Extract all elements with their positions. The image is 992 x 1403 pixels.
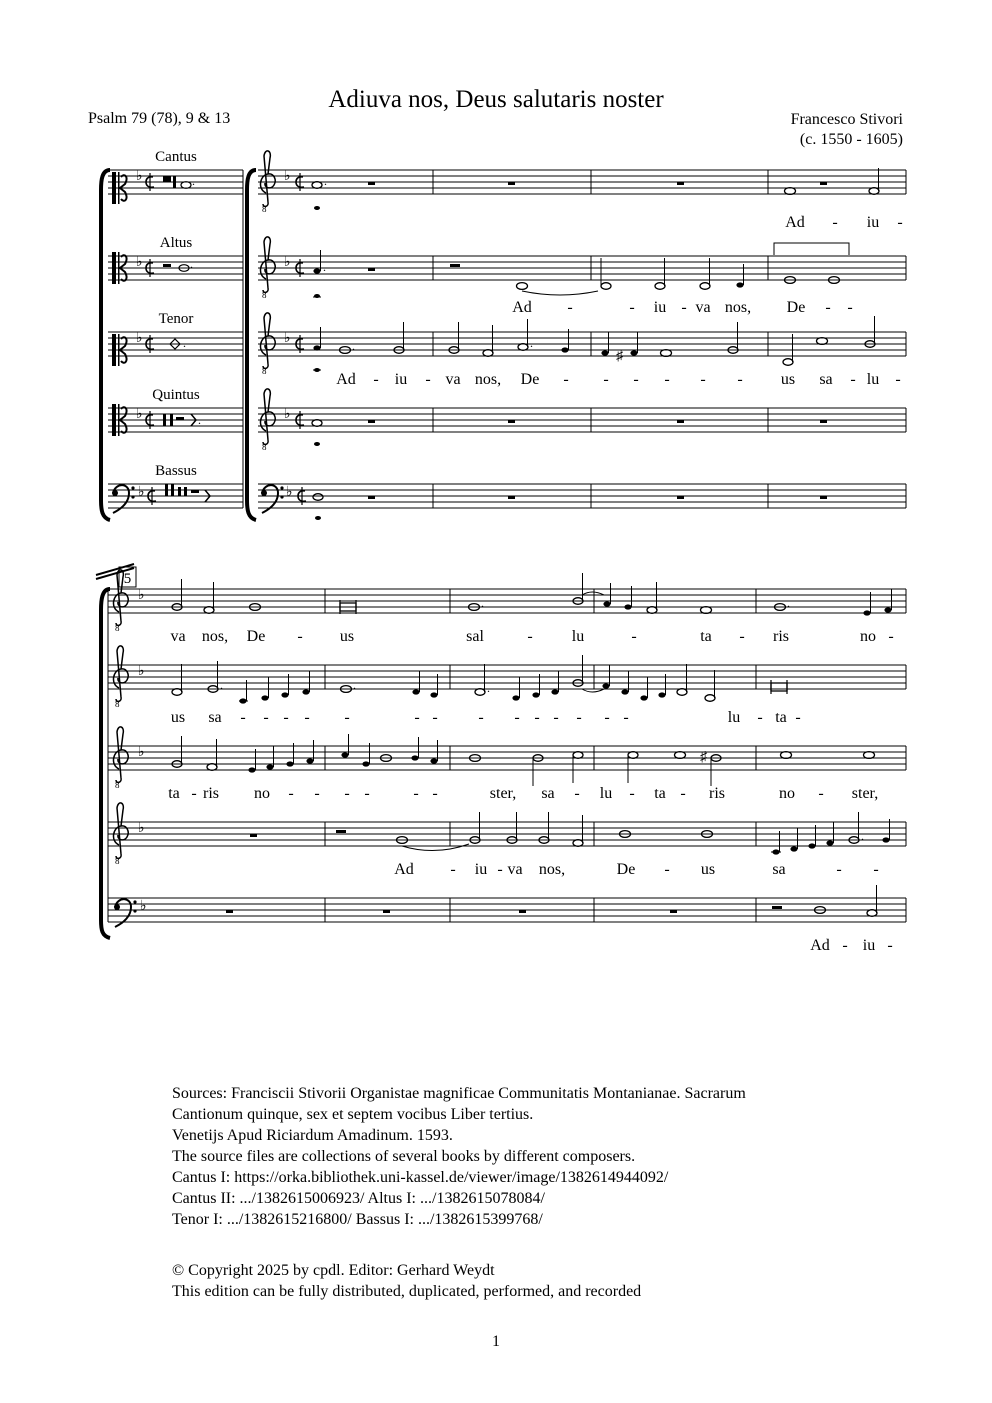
svg-text:♭: ♭ xyxy=(286,485,293,500)
lyric-syllable: ta xyxy=(700,628,712,645)
composer-dates: (c. 1550 - 1605) xyxy=(799,131,903,148)
svg-text:♭: ♭ xyxy=(284,331,291,346)
voice-name-cantus: Cantus xyxy=(155,149,197,165)
notes-cantus-s2 xyxy=(172,573,892,616)
lyric-syllable: - xyxy=(757,709,763,726)
svg-text:.: . xyxy=(183,336,186,350)
lyric-syllable: - xyxy=(664,371,670,388)
lyric-syllable: - xyxy=(514,709,520,726)
sources-line: Venetijs Apud Riciardum Amadinum. 1593. xyxy=(172,1127,453,1144)
sources-line: The source files are collections of several books by different composers. xyxy=(172,1148,636,1165)
lyric-syllable: De xyxy=(616,861,636,878)
lyrics-cantus-s1 xyxy=(785,214,902,231)
lyric-syllable: - xyxy=(534,709,540,726)
lyrics-cantus-s2 xyxy=(170,628,893,645)
lyric-syllable: - xyxy=(842,937,848,954)
lyric-syllable: va xyxy=(445,371,461,388)
notes-altus-s2 xyxy=(172,655,787,704)
sources-block xyxy=(172,1083,746,1230)
lyric-syllable: us xyxy=(780,371,796,388)
svg-text:♭: ♭ xyxy=(136,255,143,270)
lyric-syllable: - xyxy=(887,937,893,954)
lyric-syllable: ris xyxy=(203,785,219,802)
lyric-syllable: - xyxy=(795,709,801,726)
lyric-syllable: De xyxy=(786,299,806,316)
svg-text:♭: ♭ xyxy=(138,745,145,760)
system-2 xyxy=(96,564,906,954)
lyric-syllable: ris xyxy=(709,785,725,802)
lyric-syllable: nos, xyxy=(201,628,229,645)
lyric-syllable: nos, xyxy=(474,371,502,388)
svg-text:.: . xyxy=(324,174,327,188)
lyric-syllable: - xyxy=(847,299,853,316)
composer-name: Francesco Stivori xyxy=(790,111,903,128)
svg-text:♭: ♭ xyxy=(136,407,143,422)
svg-text:.: . xyxy=(787,596,790,610)
lyric-syllable: nos, xyxy=(538,861,566,878)
lyric-syllable: - xyxy=(288,785,294,802)
svg-text:.: . xyxy=(487,681,490,695)
lyric-syllable: - xyxy=(497,861,503,878)
notes-bassus-s1 xyxy=(313,494,827,520)
incipit-bracket xyxy=(101,170,110,520)
lyric-syllable: - xyxy=(364,785,370,802)
lyric-syllable: - xyxy=(344,709,350,726)
lyric-syllable: - xyxy=(700,371,706,388)
notes-altus-s1 xyxy=(313,243,849,298)
lyric-syllable: sa xyxy=(541,785,555,802)
sources-line: Sources: Franciscii Stivorii Organistae magnificae Communitatis Montanianae. Sacrarum xyxy=(172,1085,746,1102)
lyric-syllable: ta xyxy=(654,785,666,802)
lyric-syllable: - xyxy=(604,709,610,726)
svg-text:♭: ♭ xyxy=(136,331,143,346)
lyric-syllable: iu xyxy=(653,299,667,316)
lyric-syllable: - xyxy=(283,709,289,726)
notes-quintus-s2 xyxy=(250,812,890,855)
lyric-syllable: sa xyxy=(772,861,786,878)
lyric-syllable: ster, xyxy=(489,785,517,802)
lyric-syllable: Ad xyxy=(394,861,414,878)
lyric-syllable: va xyxy=(507,861,523,878)
license-line: This edition can be fully distributed, duplicated, performed, and recorded xyxy=(172,1283,642,1300)
svg-text:♭: ♭ xyxy=(140,899,147,914)
s2-bassus-clef xyxy=(114,899,147,927)
lyrics-tenor-s2 xyxy=(168,785,878,802)
svg-text:.: . xyxy=(323,260,326,274)
voice-name-quintus: Quintus xyxy=(152,387,200,403)
lyric-syllable: - xyxy=(680,785,686,802)
copyright-line: © Copyright 2025 by cpdl. Editor: Gerhard Weydt xyxy=(172,1262,495,1279)
lyric-syllable: sa xyxy=(819,371,833,388)
lyric-syllable: - xyxy=(263,709,269,726)
lyric-syllable: - xyxy=(631,628,637,645)
lyric-syllable: - xyxy=(825,299,831,316)
lyric-syllable: Ad xyxy=(810,937,830,954)
lyric-syllable: us xyxy=(170,709,186,726)
lyric-syllable: - xyxy=(818,785,824,802)
lyric-syllable: nos, xyxy=(724,299,752,316)
lyric-syllable: - xyxy=(737,371,743,388)
lyric-syllable: sal xyxy=(466,628,484,645)
svg-text:♭: ♭ xyxy=(138,821,145,836)
lyric-syllable: - xyxy=(432,709,438,726)
lyric-syllable: - xyxy=(304,709,310,726)
lyric-syllable: - xyxy=(850,371,856,388)
lyric-syllable: - xyxy=(527,628,533,645)
lyric-syllable: lu xyxy=(599,785,613,802)
lyric-syllable: - xyxy=(873,861,879,878)
lyric-syllable: De xyxy=(520,371,540,388)
svg-text:♭: ♭ xyxy=(138,664,145,679)
svg-text:.: . xyxy=(220,678,223,692)
lyric-syllable: - xyxy=(413,785,419,802)
lyric-syllable: Ad xyxy=(785,214,805,231)
lyric-syllable: - xyxy=(414,709,420,726)
lyric-syllable: - xyxy=(897,214,903,231)
lyric-syllable: - xyxy=(478,709,484,726)
incipit-cantus xyxy=(112,169,195,204)
piece-title: Adiuva nos, Deus salutaris noster xyxy=(328,86,664,113)
sources-line: Cantus II: .../1382615006923/ Altus I: .../1382615078084/ xyxy=(172,1190,545,1207)
copyright-block xyxy=(172,1260,641,1302)
lyric-syllable: ris xyxy=(773,628,789,645)
notes-cantus-s1 xyxy=(312,168,879,210)
lyric-syllable: lu xyxy=(866,371,880,388)
lyric-syllable: iu xyxy=(474,861,488,878)
svg-text:.: . xyxy=(861,829,864,843)
lyric-syllable: ster, xyxy=(851,785,879,802)
lyric-syllable: - xyxy=(344,785,350,802)
lyric-syllable: - xyxy=(240,709,246,726)
lyric-syllable: - xyxy=(664,861,670,878)
system-bracket xyxy=(247,170,256,520)
lyric-syllable: - xyxy=(895,371,901,388)
lyric-syllable: - xyxy=(629,299,635,316)
lyric-syllable: Ad xyxy=(336,371,356,388)
svg-text:♯: ♯ xyxy=(700,750,707,765)
lyric-syllable: - xyxy=(832,214,838,231)
lyric-syllable: - xyxy=(888,628,894,645)
svg-text:♭: ♭ xyxy=(138,485,145,500)
lyric-syllable: - xyxy=(314,785,320,802)
lyric-syllable: va xyxy=(695,299,711,316)
lyric-syllable: - xyxy=(603,371,609,388)
incipit-tenor xyxy=(112,331,186,366)
score-bassus-clef xyxy=(261,485,306,513)
lyric-syllable: sa xyxy=(208,709,222,726)
lyric-syllable: va xyxy=(170,628,186,645)
page-number: 1 xyxy=(492,1333,500,1350)
lyrics-altus-s1 xyxy=(512,299,852,316)
svg-text:.: . xyxy=(530,336,533,350)
notes-quintus-s1 xyxy=(312,420,827,446)
lyrics-tenor-s1 xyxy=(336,371,900,388)
lyric-syllable: ta xyxy=(168,785,180,802)
svg-text:.: . xyxy=(190,257,193,271)
system-1 xyxy=(101,149,906,520)
lyric-syllable: - xyxy=(574,785,580,802)
svg-text:♭: ♭ xyxy=(138,588,145,603)
music-score: 8 Cantus Altus Tenor Quintus Bassus ♭ . ♭ . ♭ . ♭ . ♭ ♭ ♭ ♭ ♭ ♭ . . . . ♯ Ad - iu - Ad - - iu - va nos, De - - Ad - iu - va nos, De - - - - - - us sa - lu - 5 ♭ ♭ ♭ ♭ ♭ . . . . . ♯ . va nos, De - us sal - lu - ta - ris no - us sa - - - - - - - - - - - - - - lu - ta - ta - ris no - - - - - - ster, sa - lu - ta - ris no - ster, Ad - iu - va nos, De - us sa - - Ad - iu - xyxy=(0,0,992,1000)
voice-name-tenor: Tenor xyxy=(158,311,194,327)
lyric-syllable: no xyxy=(254,785,270,802)
svg-text:.: . xyxy=(481,596,484,610)
lyric-syllable: - xyxy=(191,785,197,802)
lyric-syllable: no xyxy=(779,785,795,802)
lyric-syllable: - xyxy=(567,299,573,316)
svg-text:♭: ♭ xyxy=(284,255,291,270)
sources-line: Cantus I: https://orka.bibliothek.uni-kassel.de/viewer/image/1382614944092/ xyxy=(172,1169,669,1186)
lyrics-bassus-s2 xyxy=(810,937,892,954)
lyrics-quintus-s2 xyxy=(394,861,878,878)
sources-line: Cantionum quinque, sex et septem vocibus Liber tertius. xyxy=(172,1106,534,1123)
lyric-syllable: iu xyxy=(866,214,880,231)
text-source: Psalm 79 (78), 9 & 13 xyxy=(88,110,231,127)
lyric-syllable: - xyxy=(425,371,431,388)
lyric-syllable: - xyxy=(563,371,569,388)
lyric-syllable: - xyxy=(623,709,629,726)
lyric-syllable: ta xyxy=(775,709,787,726)
lyric-syllable: - xyxy=(633,371,639,388)
svg-text:.: . xyxy=(352,339,355,353)
lyric-syllable: Ad xyxy=(512,299,532,316)
lyric-syllable: - xyxy=(681,299,687,316)
notes-tenor-s2 xyxy=(172,734,875,786)
lyric-syllable: - xyxy=(739,628,745,645)
lyric-syllable: - xyxy=(553,709,559,726)
lyric-syllable: - xyxy=(373,371,379,388)
lyric-syllable: lu xyxy=(571,628,585,645)
notes-bassus-s2 xyxy=(226,885,877,916)
incipit-bassus xyxy=(112,484,210,513)
lyric-syllable: no xyxy=(860,628,876,645)
lyric-syllable: De xyxy=(246,628,266,645)
sources-line: Tenor I: .../1382615216800/ Bassus I: .../1382615399768/ xyxy=(172,1211,543,1228)
svg-text:.: . xyxy=(353,678,356,692)
lyric-syllable: - xyxy=(629,785,635,802)
lyric-syllable: - xyxy=(297,628,303,645)
lyric-syllable: iu xyxy=(862,937,876,954)
svg-text:.: . xyxy=(192,174,195,188)
lyric-syllable: us xyxy=(700,861,716,878)
svg-text:♭: ♭ xyxy=(136,169,143,184)
voice-name-altus: Altus xyxy=(159,235,193,251)
svg-text:.: . xyxy=(198,413,201,427)
lyric-syllable: - xyxy=(836,861,842,878)
lyric-syllable: - xyxy=(576,709,582,726)
svg-text:♭: ♭ xyxy=(284,407,291,422)
measure-number: 5 xyxy=(123,571,132,587)
svg-text:♭: ♭ xyxy=(284,169,291,184)
lyric-syllable: - xyxy=(432,785,438,802)
lyric-syllable: - xyxy=(450,861,456,878)
lyric-syllable: us xyxy=(339,628,355,645)
voice-name-bassus: Bassus xyxy=(155,463,197,479)
lyric-syllable: lu xyxy=(727,709,741,726)
lyric-syllable: iu xyxy=(394,371,408,388)
svg-text:♯: ♯ xyxy=(616,349,623,364)
lyrics-altus-s2 xyxy=(171,709,801,726)
